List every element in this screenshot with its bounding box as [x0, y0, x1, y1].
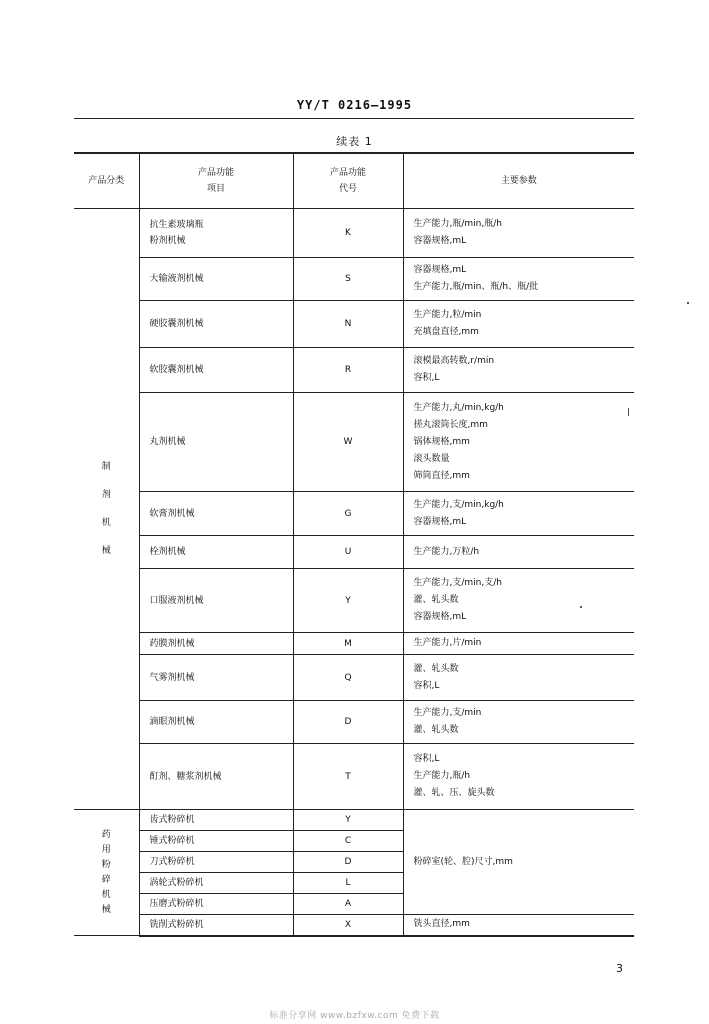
function-item: 气雾剂机械: [139, 655, 293, 701]
function-item: 压磨式粉碎机: [139, 894, 293, 915]
parameters: 容器规格,mL 生产能力,瓶/min、瓶/h、瓶/批: [403, 258, 634, 301]
table-row: [74, 348, 634, 393]
parameters: 生产能力,万粒/h: [403, 536, 634, 569]
function-code: R: [293, 348, 403, 393]
header-rule: [74, 118, 634, 119]
table-row: [74, 258, 634, 301]
function-code: W: [293, 393, 403, 492]
function-item: 药膜剂机械: [139, 633, 293, 655]
parameters: 灌、轧头数 容积,L: [403, 655, 634, 701]
header-parameters: 主要参数: [403, 153, 634, 209]
header-function-item: 产品功能 项目: [139, 153, 293, 209]
function-code: M: [293, 633, 403, 655]
classification-table: [74, 152, 634, 937]
parameters: 生产能力,瓶/min,瓶/h 容器规格,mL: [403, 209, 634, 258]
function-item: 酊剂、糖浆剂机械: [139, 744, 293, 810]
table-row: [74, 633, 634, 655]
function-item: 软胶囊剂机械: [139, 348, 293, 393]
function-code: X: [293, 915, 403, 936]
function-code: Y: [293, 810, 403, 831]
function-code: D: [293, 701, 403, 744]
header-category: 产品分类: [74, 153, 139, 209]
table-row: [74, 209, 634, 258]
table-row: [74, 744, 634, 810]
scan-speck: [628, 408, 629, 416]
function-code: Y: [293, 569, 403, 633]
standard-code: YY/T 0216—1995: [296, 98, 413, 112]
parameters: 生产能力,支/min 灌、轧头数: [403, 701, 634, 744]
table-row: [74, 393, 634, 492]
function-code: K: [293, 209, 403, 258]
category-label: 药 用 粉 碎 机 械: [101, 829, 111, 915]
parameters: 滚模最高转数,r/min 容积,L: [403, 348, 634, 393]
parameters: 铣头直径,mm: [403, 915, 634, 936]
function-code: G: [293, 492, 403, 536]
function-code: U: [293, 536, 403, 569]
scan-speck: [687, 302, 689, 304]
function-code: L: [293, 873, 403, 894]
parameters: 生产能力,片/min: [403, 633, 634, 655]
function-item: 硬胶囊剂机械: [139, 301, 293, 348]
parameters: 生产能力,支/min,kg/h 容器规格,mL: [403, 492, 634, 536]
function-item: 滴眼剂机械: [139, 701, 293, 744]
function-item: 涡轮式粉碎机: [139, 873, 293, 894]
function-item: 大输液剂机械: [139, 258, 293, 301]
table-row: [74, 492, 634, 536]
function-item: 铣削式粉碎机: [139, 915, 293, 936]
function-item: 丸剂机械: [139, 393, 293, 492]
function-item: 抗生素玻璃瓶 粉剂机械: [139, 209, 293, 258]
category-cell: [74, 209, 139, 810]
table-caption: 续表 1: [336, 135, 373, 148]
page-number: 3: [616, 962, 623, 975]
header-function-code: 产品功能 代号: [293, 153, 403, 209]
parameters: 容积,L 生产能力,瓶/h 灌、轧、压、旋头数: [403, 744, 634, 810]
function-item: 口服液剂机械: [139, 569, 293, 633]
table-row: [74, 655, 634, 701]
watermark-footer: 标准分享网 www.bzfxw.com 免费下载: [269, 1011, 440, 1021]
table-row: [74, 915, 634, 936]
function-code: S: [293, 258, 403, 301]
function-item: 栓剂机械: [139, 536, 293, 569]
parameters: 生产能力,支/min,支/h 灌、轧头数 容器规格,mL: [403, 569, 634, 633]
parameters: 生产能力,粒/min 充填盘直径,mm: [403, 301, 634, 348]
function-code: T: [293, 744, 403, 810]
parameters: 生产能力,丸/min,kg/h 搓丸滚筒长度,mm 锅体规格,mm 滚头数量 筛筒直径,mm: [403, 393, 634, 492]
function-item: 锤式粉碎机: [139, 831, 293, 852]
function-item: 齿式粉碎机: [139, 810, 293, 831]
function-code: Q: [293, 655, 403, 701]
function-code: A: [293, 894, 403, 915]
table-row: [74, 810, 634, 831]
category-label: 制 剂 机 械: [101, 462, 111, 556]
function-item: 软膏剂机械: [139, 492, 293, 536]
table-row: [74, 701, 634, 744]
function-code: D: [293, 852, 403, 873]
function-item: 刀式粉碎机: [139, 852, 293, 873]
scan-speck: [580, 606, 582, 608]
parameters: 粉碎室(轮、腔)尺寸,mm: [403, 810, 634, 915]
table-row: [74, 569, 634, 633]
function-code: C: [293, 831, 403, 852]
function-code: N: [293, 301, 403, 348]
table-row: [74, 536, 634, 569]
table-row: [74, 301, 634, 348]
category-cell: [74, 810, 139, 936]
